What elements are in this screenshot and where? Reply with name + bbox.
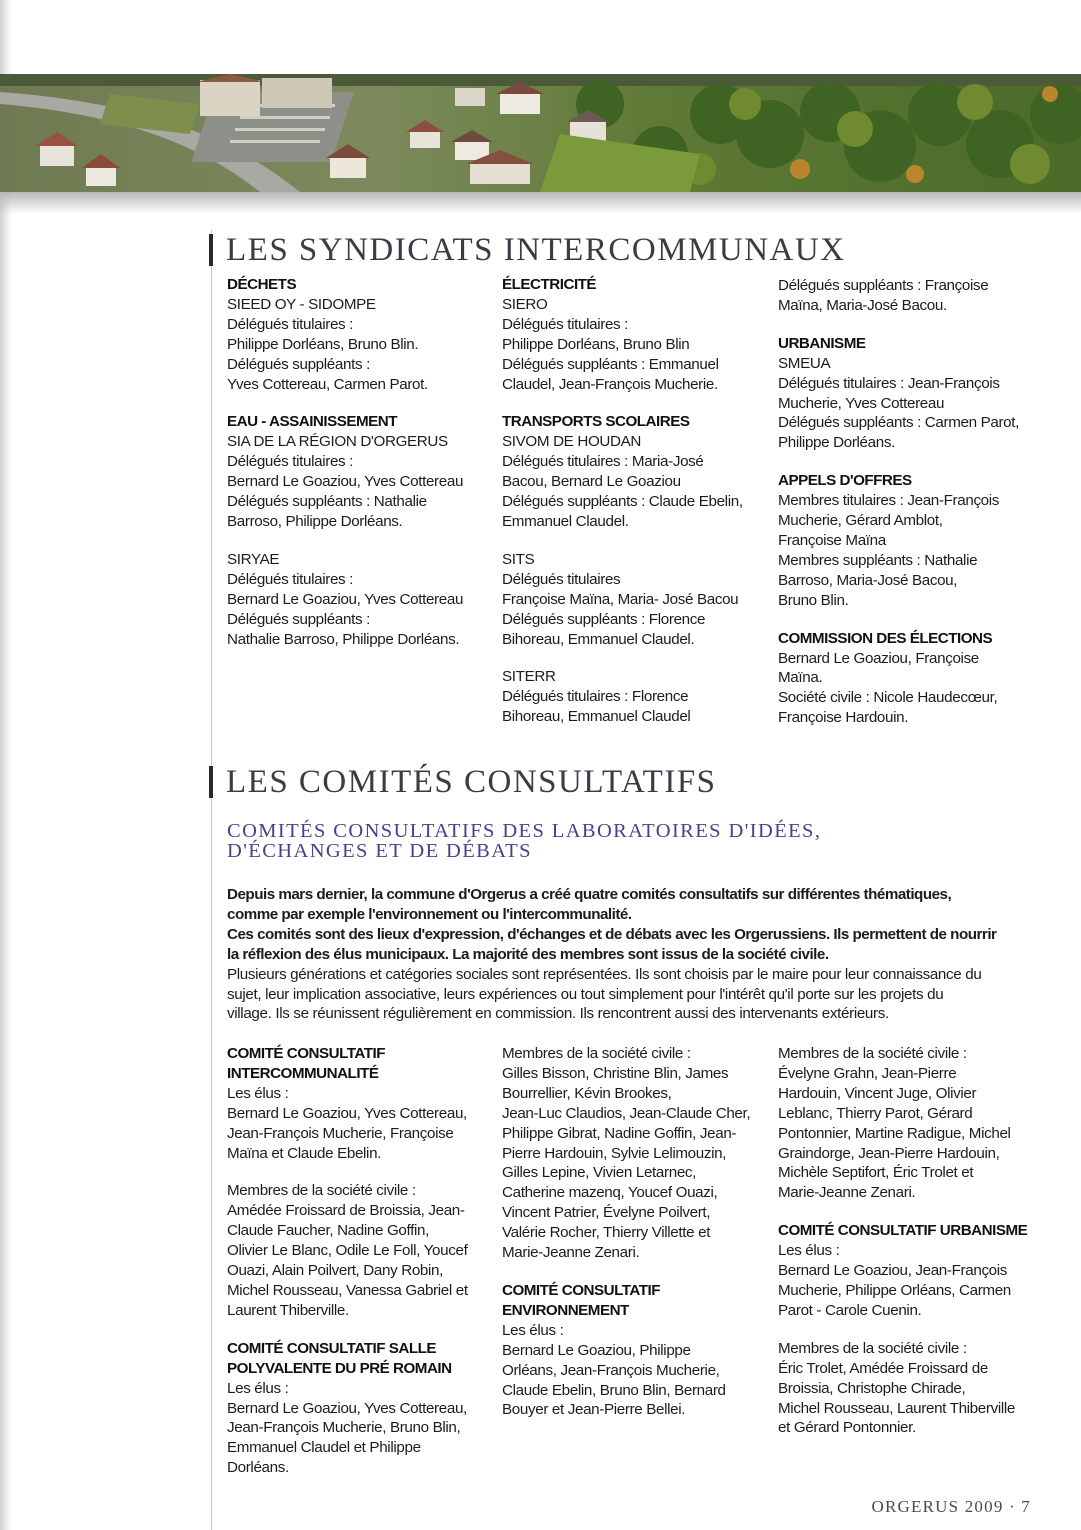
block-line: SIVOM DE HOUDAN xyxy=(502,433,642,451)
block-line: Société civile : Nicole Haudecœur, xyxy=(778,689,998,707)
block-line: Mucherie, Philippe Orléans, Carmen xyxy=(778,1281,1011,1299)
block-line: Emmanuel Claudel et Philippe xyxy=(227,1439,421,1457)
block-spacer xyxy=(227,1163,492,1181)
block-line: Délégués suppléants : Florence xyxy=(502,610,706,628)
block-line: Claudel, Jean-François Mucherie. xyxy=(502,375,718,393)
block-line: Olivier Le Blanc, Odile Le Foll, Youcef xyxy=(227,1242,468,1260)
block-heading: TRANSPORTS SCOLAIRES xyxy=(502,413,690,431)
block-line: Claude Ebelin, Bruno Blin, Bernard xyxy=(502,1381,726,1399)
block-line: Membres de la société civile : xyxy=(227,1182,416,1200)
text-block xyxy=(502,1281,767,1420)
left-margin-rule xyxy=(211,230,212,1530)
block-line: Délégués titulaires : xyxy=(227,315,354,333)
text-block xyxy=(778,1044,1048,1203)
block-line: Françoise Hardouin. xyxy=(778,709,909,727)
block-spacer xyxy=(502,394,767,412)
block-line: Amédée Froissard de Broissia, Jean- xyxy=(227,1202,465,1220)
block-line: Mucherie, Yves Cottereau xyxy=(778,394,945,412)
text-block xyxy=(227,275,492,394)
block-spacer xyxy=(778,611,1048,629)
block-line: Délégués suppléants : xyxy=(227,610,370,628)
block-line: Orléans, Jean-François Mucherie, xyxy=(502,1361,720,1379)
text-block xyxy=(778,471,1048,610)
block-line: Membres de la société civile : xyxy=(778,1339,967,1357)
text-block xyxy=(502,550,767,650)
block-line: Dorléans. xyxy=(227,1459,289,1477)
block-spacer xyxy=(778,1203,1048,1221)
syndicats-column-2 xyxy=(502,275,767,727)
block-heading: DÉCHETS xyxy=(227,276,297,293)
text-block xyxy=(502,667,767,727)
block-spacer xyxy=(502,649,767,667)
block-line: Délégués suppléants : Emmanuel xyxy=(502,355,719,373)
block-heading: COMITÉ CONSULTATIF URBANISME xyxy=(778,1222,1028,1240)
comites-intro xyxy=(227,885,1047,1024)
block-line: Bernard Le Goaziou, Yves Cottereau, xyxy=(227,1399,467,1417)
block-line: Valérie Rocher, Thierry Villette et xyxy=(502,1224,711,1242)
intro-bold-line: Depuis mars dernier, la commune d'Orgerus a créé quatre comités consultatifs sur différentes thématiques, xyxy=(227,886,952,903)
block-line: Maïna et Claude Ebelin. xyxy=(227,1144,382,1162)
block-heading: ENVIRONNEMENT xyxy=(502,1301,629,1319)
text-block xyxy=(227,412,492,531)
block-line: Nathalie Barroso, Philippe Dorléans. xyxy=(227,630,460,648)
text-block xyxy=(778,334,1048,453)
block-line: et Gérard Pontonnier. xyxy=(778,1419,916,1437)
block-line: Délégués titulaires xyxy=(502,570,621,588)
intro-bold-line: la réflexion des élus municipaux. La majorité des membres sont issus de la société civile. xyxy=(227,945,829,963)
photo-bottom-shadow xyxy=(0,192,1081,214)
block-line: Yves Cottereau, Carmen Parot. xyxy=(227,375,428,393)
block-line: SIRYAE xyxy=(227,550,280,568)
subtitle-line-2: D'ÉCHANGES ET DE DÉBATS xyxy=(227,840,532,862)
block-line: Gilles Bisson, Christine Blin, James xyxy=(502,1064,729,1082)
block-line: Bernard Le Goaziou, Yves Cottereau xyxy=(227,473,464,491)
block-line: SIERO xyxy=(502,295,548,313)
block-line: Michel Rousseau, Vanessa Gabriel et xyxy=(227,1281,468,1299)
intro-line: sujet, leur implication associative, leurs expériences ou tout simplement pour l'intérêt qu'il porte sur les projets du xyxy=(227,985,944,1003)
block-line: Délégués suppléants : Claude Ebelin, xyxy=(502,493,743,511)
block-line: Michèle Septifort, Éric Trolet et xyxy=(778,1164,974,1182)
block-line: Françoise Maïna, Maria- José Bacou xyxy=(502,590,739,608)
block-spacer xyxy=(778,453,1048,471)
block-heading: COMITÉ CONSULTATIF xyxy=(502,1281,661,1299)
block-line: Bernard Le Goaziou, Françoise xyxy=(778,649,979,667)
section-title-syndicats: LES SYNDICATS INTERCOMMUNAUX xyxy=(209,234,846,266)
block-line: Catherine mazenq, Youcef Ouazi, xyxy=(502,1184,718,1202)
text-block xyxy=(778,276,1048,316)
comites-column-3 xyxy=(778,1044,1048,1438)
block-line: Bernard Le Goaziou, Yves Cottereau, xyxy=(227,1104,467,1122)
text-block xyxy=(227,1339,492,1478)
block-line: Philippe Dorléans. xyxy=(778,434,895,452)
intro-bold-line: comme par exemple l'environnement ou l'intercommunalité. xyxy=(227,905,632,923)
block-line: Leblanc, Thierry Parot, Gérard xyxy=(778,1104,973,1122)
block-line: SIEED OY - SIDOMPE xyxy=(227,295,376,313)
page-footer: ORGERUS 2009 · 7 xyxy=(871,1497,1031,1516)
intro-bold-line: Ces comités sont des lieux d'expression, d'échanges et de débats avec les Orgerussiens. Ils permettent de nourrir xyxy=(227,925,997,943)
section-title-comites: LES COMITÉS CONSULTATIFS xyxy=(209,766,717,798)
block-line: Membres de la société civile : xyxy=(778,1045,967,1062)
block-line: Barroso, Philippe Dorléans. xyxy=(227,512,403,530)
block-spacer xyxy=(227,532,492,550)
block-line: Membres de la société civile : xyxy=(502,1045,691,1062)
block-heading: COMITÉ CONSULTATIF SALLE xyxy=(227,1339,437,1357)
block-line: Maïna. xyxy=(778,669,823,687)
block-line: Les élus : xyxy=(227,1084,289,1102)
block-line: Délégués suppléants : Françoise xyxy=(778,277,989,294)
text-block xyxy=(227,550,492,650)
block-line: Emmanuel Claudel. xyxy=(502,512,629,530)
block-heading: INTERCOMMUNALITÉ xyxy=(227,1064,379,1082)
block-line: Membres suppléants : Nathalie xyxy=(778,551,978,569)
block-line: Michel Rousseau, Laurent Thiberville xyxy=(778,1399,1016,1417)
block-line: Broissia, Christophe Chirade, xyxy=(778,1379,966,1397)
aerial-village-photo xyxy=(0,74,1081,193)
block-line: Évelyne Grahn, Jean-Pierre xyxy=(778,1064,957,1082)
block-line: Délégués titulaires : Jean-François xyxy=(778,374,1000,392)
block-line: Éric Trolet, Amédée Froissard de xyxy=(778,1359,988,1377)
block-line: Bacou, Bernard Le Goaziou xyxy=(502,473,681,491)
block-spacer xyxy=(227,394,492,412)
block-heading: POLYVALENTE DU PRÉ ROMAIN xyxy=(227,1359,452,1377)
block-line: Philippe Dorléans, Bruno Blin xyxy=(502,335,690,353)
block-line: Bourrellier, Kévin Brookes, xyxy=(502,1084,672,1102)
block-line: SIA DE LA RÉGION D'ORGERUS xyxy=(227,433,448,451)
block-line: Délégués titulaires : Maria-José xyxy=(502,453,704,471)
block-line: Délégués titulaires : xyxy=(502,315,629,333)
text-block xyxy=(778,629,1048,729)
block-line: Marie-Jeanne Zenari. xyxy=(778,1184,916,1202)
block-line: SITS xyxy=(502,550,535,568)
block-line: Vincent Patrier, Évelyne Poilvert, xyxy=(502,1204,711,1222)
block-line: Françoise Maïna xyxy=(778,531,886,549)
text-block xyxy=(502,412,767,531)
text-block xyxy=(502,1044,767,1263)
block-line: Jean-François Mucherie, Françoise xyxy=(227,1124,454,1142)
text-block xyxy=(227,1044,492,1163)
block-line: Délégués suppléants : xyxy=(227,355,370,373)
text-block xyxy=(778,1339,1048,1439)
block-spacer xyxy=(778,316,1048,334)
comites-column-1 xyxy=(227,1044,492,1478)
block-line: Hardouin, Vincent Juge, Olivier xyxy=(778,1084,977,1102)
block-line: Les élus : xyxy=(502,1321,564,1339)
comites-subtitle xyxy=(227,821,947,861)
text-block xyxy=(502,275,767,394)
block-line: Parot - Carole Cuenin. xyxy=(778,1301,922,1319)
block-heading: ÉLECTRICITÉ xyxy=(502,276,597,293)
block-line: Délégués suppléants : Nathalie xyxy=(227,493,427,511)
block-line: Claude Faucher, Nadine Goffin, xyxy=(227,1222,429,1240)
text-block xyxy=(227,1181,492,1320)
block-line: Délégués suppléants : Carmen Parot, xyxy=(778,414,1020,432)
block-line: Jean-François Mucherie, Bruno Blin, xyxy=(227,1419,461,1437)
block-line: Gilles Lepine, Vivien Letarnec, xyxy=(502,1164,697,1182)
block-line: Philippe Dorléans, Bruno Blin. xyxy=(227,335,419,353)
block-line: Mucherie, Gérard Amblot, xyxy=(778,512,943,530)
block-line: Ouazi, Alain Poilvert, Dany Robin, xyxy=(227,1262,444,1280)
block-line: Délégués titulaires : xyxy=(227,570,354,588)
comites-column-2 xyxy=(502,1044,767,1420)
block-line: Marie-Jeanne Zenari. xyxy=(502,1244,640,1262)
block-line: Pontonnier, Martine Radigue, Michel xyxy=(778,1124,1011,1142)
block-line: Délégués titulaires : Florence xyxy=(502,688,689,706)
intro-line: Plusieurs générations et catégories sociales sont représentées. Ils sont choisis par le maire pour leur connaissance du xyxy=(227,965,982,983)
block-heading: COMMISSION DES ÉLECTIONS xyxy=(778,629,993,647)
block-line: Les élus : xyxy=(227,1379,289,1397)
block-line: Bouyer et Jean-Pierre Bellei. xyxy=(502,1401,686,1419)
block-line: SMEUA xyxy=(778,354,831,372)
block-heading: COMITÉ CONSULTATIF xyxy=(227,1045,386,1062)
block-line: Membres titulaires : Jean-François xyxy=(778,492,1000,510)
block-line: Bihoreau, Emmanuel Claudel. xyxy=(502,630,695,648)
block-line: Graindorge, Jean-Pierre Hardouin, xyxy=(778,1144,1000,1162)
block-heading: EAU - ASSAINISSEMENT xyxy=(227,413,398,431)
page-spine-shadow xyxy=(0,0,12,1530)
text-block xyxy=(778,1221,1048,1321)
block-line: Barroso, Maria-José Bacou, xyxy=(778,571,958,589)
block-line: Bihoreau, Emmanuel Claudel xyxy=(502,708,691,726)
block-line: Bernard Le Goaziou, Philippe xyxy=(502,1341,691,1359)
block-spacer xyxy=(778,1321,1048,1339)
intro-line: village. Ils se réunissent régulièrement en commission. Ils rencontrent aussi des intervenants extérieurs. xyxy=(227,1005,889,1023)
block-line: Bruno Blin. xyxy=(778,591,849,609)
block-line: Bernard Le Goaziou, Yves Cottereau xyxy=(227,590,464,608)
subtitle-line-1: COMITÉS CONSULTATIFS DES LABORATOIRES D'IDÉES, xyxy=(227,820,822,842)
block-spacer xyxy=(227,1321,492,1339)
syndicats-column-1 xyxy=(227,275,492,649)
block-line: Les élus : xyxy=(778,1242,840,1260)
block-line: Maïna, Maria-José Bacou. xyxy=(778,296,947,314)
syndicats-column-3 xyxy=(778,276,1048,728)
block-line: SITERR xyxy=(502,668,556,686)
block-line: Pierre Hardouin, Sylvie Lelimouzin, xyxy=(502,1144,727,1162)
block-line: Jean-Luc Claudios, Jean-Claude Cher, xyxy=(502,1104,751,1122)
block-spacer xyxy=(502,1263,767,1281)
block-heading: APPELS D'OFFRES xyxy=(778,472,912,490)
block-line: Délégués titulaires : xyxy=(227,453,354,471)
block-spacer xyxy=(502,532,767,550)
block-line: Laurent Thiberville. xyxy=(227,1301,349,1319)
block-heading: URBANISME xyxy=(778,334,866,352)
block-line: Bernard Le Goaziou, Jean-François xyxy=(778,1262,1008,1280)
block-line: Philippe Gibrat, Nadine Goffin, Jean- xyxy=(502,1124,737,1142)
